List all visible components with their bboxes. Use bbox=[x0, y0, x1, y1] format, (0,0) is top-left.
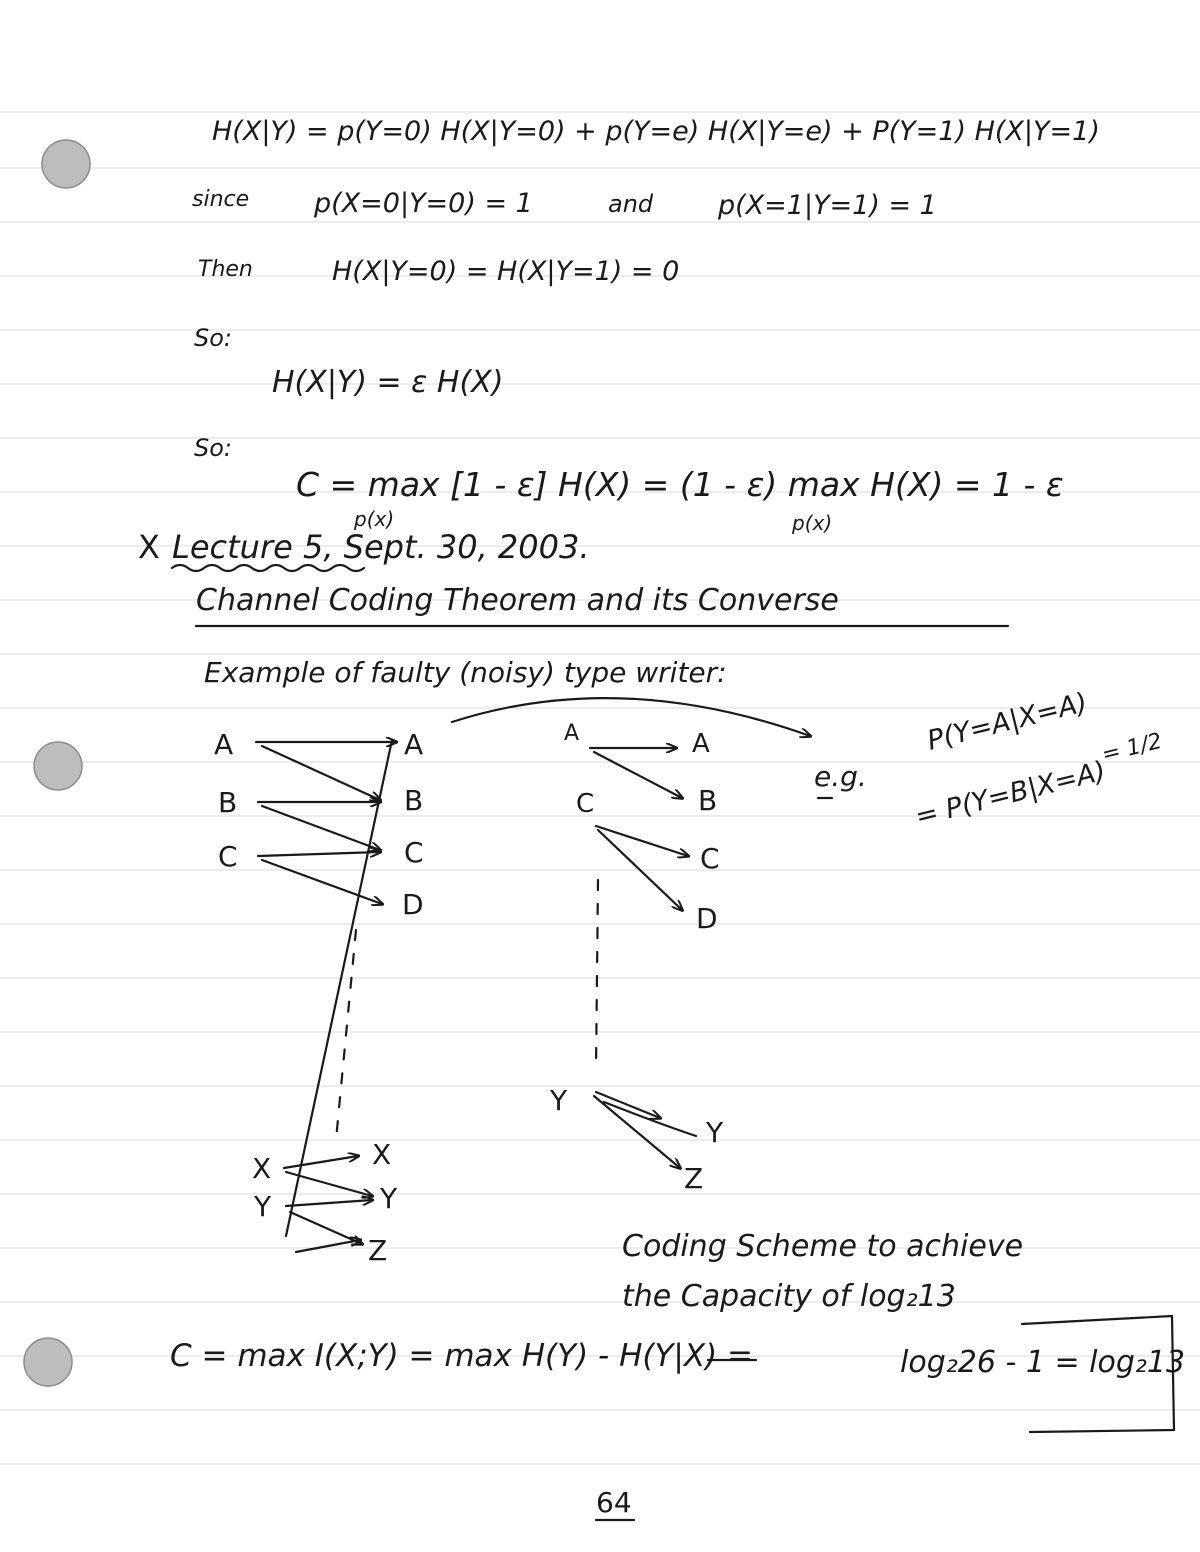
binder-hole-middle bbox=[34, 742, 82, 790]
arrow-a-to-b bbox=[262, 746, 380, 800]
mid-output-c: C bbox=[700, 842, 720, 875]
left-output-a: A bbox=[404, 728, 424, 761]
coding-scheme-line-1: Coding Scheme to achieve bbox=[622, 1229, 1024, 1264]
left-input-c: C bbox=[218, 840, 238, 873]
left-output-d: D bbox=[402, 888, 424, 921]
mid-tail-output-y: Y bbox=[706, 1116, 724, 1149]
arrow-b-to-c bbox=[262, 806, 380, 850]
eg-label: e.g. bbox=[814, 760, 867, 793]
lecture-check-mark: X bbox=[138, 528, 160, 566]
coding-scheme-line-2: the Capacity of log₂13 bbox=[622, 1279, 956, 1314]
left-output-c: C bbox=[404, 836, 424, 869]
left-tail-input-y: Y bbox=[254, 1190, 272, 1223]
arrow-x-to-y bbox=[286, 1172, 372, 1196]
so-label-1: So: bbox=[194, 324, 233, 352]
mid-tail-input-y: Y bbox=[550, 1084, 568, 1117]
arrow-y-to-z bbox=[290, 1212, 362, 1244]
then-equation: H(X|Y=0) = H(X|Y=1) = 0 bbox=[332, 256, 680, 287]
capacity-subscript-1: p(x) bbox=[354, 507, 395, 531]
left-tail-output-z: Z bbox=[368, 1234, 388, 1267]
and-label: and bbox=[608, 190, 654, 218]
binder-hole-bottom bbox=[24, 1338, 72, 1386]
then-label: Then bbox=[198, 257, 253, 282]
left-output-b: B bbox=[404, 784, 424, 817]
mid-input-c: C bbox=[576, 789, 595, 819]
eg-probability-line-1: P(Y=A|X=A) bbox=[924, 687, 1091, 757]
left-tail-output-x: X bbox=[372, 1138, 392, 1171]
left-input-a: A bbox=[214, 728, 234, 761]
arrow-y-to-y bbox=[286, 1200, 372, 1206]
conditional-entropy-expansion: H(X|Y) = p(Y=0) H(X|Y=0) + p(Y=e) H(X|Y=e) + P(Y=1) H(X|Y=1) bbox=[212, 116, 1100, 147]
curved-pointer-arrow bbox=[452, 698, 810, 736]
left-tail-output-y: Y bbox=[380, 1182, 398, 1215]
arrow-mid-y-to-z bbox=[594, 1096, 680, 1168]
eg-probability-line-2: = P(Y=B|X=A) bbox=[912, 755, 1109, 833]
mid-tail-extra-stroke bbox=[604, 1102, 696, 1136]
since-label: since bbox=[192, 187, 250, 212]
lecture-title: Channel Coding Theorem and its Converse bbox=[196, 583, 839, 618]
mid-output-b: B bbox=[698, 784, 718, 817]
mid-ellipsis-dashes bbox=[596, 880, 598, 1070]
left-channel-diagram bbox=[214, 728, 424, 1267]
final-boxed-result: log₂26 - 1 = log₂13 bbox=[900, 1345, 1186, 1380]
since-right-equation: p(X=1|Y=1) = 1 bbox=[718, 190, 937, 221]
lecture-heading: Lecture 5, Sept. 30, 2003. bbox=[172, 528, 590, 566]
mid-output-d: D bbox=[696, 902, 718, 935]
middle-channel-diagram bbox=[549, 721, 724, 1195]
so-equation-1: H(X|Y) = ε H(X) bbox=[272, 365, 504, 400]
mid-output-a: A bbox=[692, 729, 710, 759]
since-left-equation: p(X=0|Y=0) = 1 bbox=[314, 188, 533, 219]
arrow-c-to-c bbox=[258, 852, 380, 856]
binder-hole-top bbox=[42, 140, 90, 188]
eg-probability-value: = 1/2 bbox=[1099, 728, 1165, 768]
left-ellipsis-dashes bbox=[336, 930, 356, 1140]
arrow-wrap-to-z bbox=[296, 1240, 360, 1252]
mid-tail-output-z: Z bbox=[684, 1162, 704, 1195]
page-number: 64 bbox=[596, 1486, 632, 1519]
so-label-2: So: bbox=[194, 434, 233, 462]
arrow-mid-a-to-b bbox=[594, 752, 682, 798]
arrow-x-to-x bbox=[284, 1156, 358, 1168]
capacity-equation: C = max [1 - ε] H(X) = (1 - ε) max H(X) = 1 - ε bbox=[296, 465, 1064, 504]
example-line: Example of faulty (noisy) type writer: bbox=[204, 656, 727, 689]
left-tail-input-x: X bbox=[252, 1152, 272, 1185]
example-probabilities bbox=[814, 687, 1164, 833]
final-capacity-equation: C = max I(X;Y) = max H(Y) - H(Y|X) = bbox=[170, 1338, 754, 1374]
capacity-subscript-2: p(x) bbox=[792, 511, 833, 535]
left-input-b: B bbox=[218, 786, 238, 819]
mid-input-a: A bbox=[564, 721, 580, 746]
